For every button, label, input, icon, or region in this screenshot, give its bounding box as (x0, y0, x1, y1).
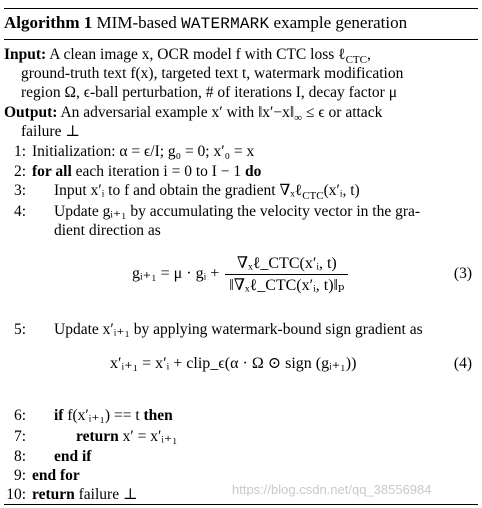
equation-3-fraction (225, 254, 348, 295)
step-text: end if (54, 448, 92, 465)
step-body: Input x′ᵢ to f and obtain the gradient ∇ₓℓ (54, 182, 303, 199)
step-4-continued: dient direction as (54, 222, 161, 239)
keyword: for all (32, 163, 72, 180)
title-pre: MIM-based (96, 13, 177, 32)
step-number: 3: (13, 182, 26, 199)
input-line-1 (4, 45, 371, 67)
keyword: if (54, 407, 64, 424)
keyword: return (32, 486, 75, 503)
step-body: f(x′ᵢ₊₁) == t (63, 407, 144, 424)
algorithm-title (4, 13, 407, 34)
output-end: ≤ ϵ or attack (302, 104, 383, 121)
equation-4: x′ᵢ₊₁ = x′ᵢ + clip_ϵ(α · Ω ⊙ sign (gᵢ₊₁)) (110, 355, 357, 372)
input-label: Input: (4, 46, 47, 63)
step-text: Update gᵢ₊₁ by accumulating the velocity vector in the gra- (54, 203, 421, 220)
equation-3-number: (3) (453, 265, 472, 282)
input-text-1: A clean image x, OCR model f with CTC loss ℓ (49, 46, 346, 63)
input-line-3: region Ω, ϵ-ball perturbation, # of iterations I, decay factor μ (21, 84, 398, 101)
step-number: 8: (13, 448, 26, 465)
step-text (32, 485, 138, 504)
step-text (32, 162, 261, 181)
title-post: example generation (273, 13, 408, 32)
equation-3-numerator: ∇ₓℓ_CTC(x′ᵢ, t) (225, 254, 348, 275)
step-text (54, 181, 360, 203)
input-sub: CTC (345, 54, 367, 67)
input-end: , (366, 46, 371, 63)
output-line-2: failure ⊥ (21, 123, 80, 140)
keyword: do (245, 163, 262, 180)
step-body-end: (x′ᵢ, t) (323, 182, 360, 199)
step-text: end for (32, 467, 80, 484)
bottom-rule (4, 504, 478, 505)
algorithm-label: Algorithm 1 (4, 13, 93, 32)
step-number: 6: (13, 407, 26, 424)
output-text-1: An adversarial example x′ with ‖x′−x‖ (60, 104, 295, 121)
source-watermark: https://blog.csdn.net/qq_38556984 (232, 482, 432, 497)
top-rule (4, 8, 478, 9)
step-body: each iteration i = 0 to I − 1 (71, 163, 246, 180)
step-text: Update x′ᵢ₊₁ by applying watermark-bound sign gradient as (54, 321, 423, 338)
title-mono: WATERMARK (181, 15, 270, 33)
step-number: 1: (13, 143, 26, 160)
step-number: 7: (13, 428, 26, 445)
title-rule (4, 39, 478, 40)
step-text (54, 406, 173, 425)
output-sub: ∞ (294, 112, 303, 125)
equation-3-denominator: ‖∇ₓℓ_CTC(x′ᵢ, t)‖ₚ (229, 277, 345, 294)
step-body: failure ⊥ (74, 486, 138, 503)
step-number: 2: (13, 163, 26, 180)
step-number: 10: (6, 486, 26, 503)
keyword: return (76, 428, 119, 445)
step-sub: CTC (302, 190, 324, 203)
equation-3-lhs: gᵢ₊₁ = μ · gᵢ + (132, 265, 220, 283)
step-text: Initialization: α = ϵ/I; g₀ = 0; x′₀ = x (32, 143, 255, 160)
input-line-2: ground-truth text f(x), targeted text t, watermark modification (21, 65, 404, 82)
step-text (76, 427, 178, 446)
equation-4-number: (4) (453, 355, 472, 372)
step-number: 4: (13, 203, 26, 220)
step-number: 5: (13, 321, 26, 338)
step-body: x′ = x′ᵢ₊₁ (118, 428, 178, 445)
output-label: Output: (4, 104, 58, 121)
equation-3 (132, 254, 350, 295)
output-line-1 (4, 103, 383, 125)
step-number: 9: (13, 467, 26, 484)
keyword: then (143, 407, 173, 424)
